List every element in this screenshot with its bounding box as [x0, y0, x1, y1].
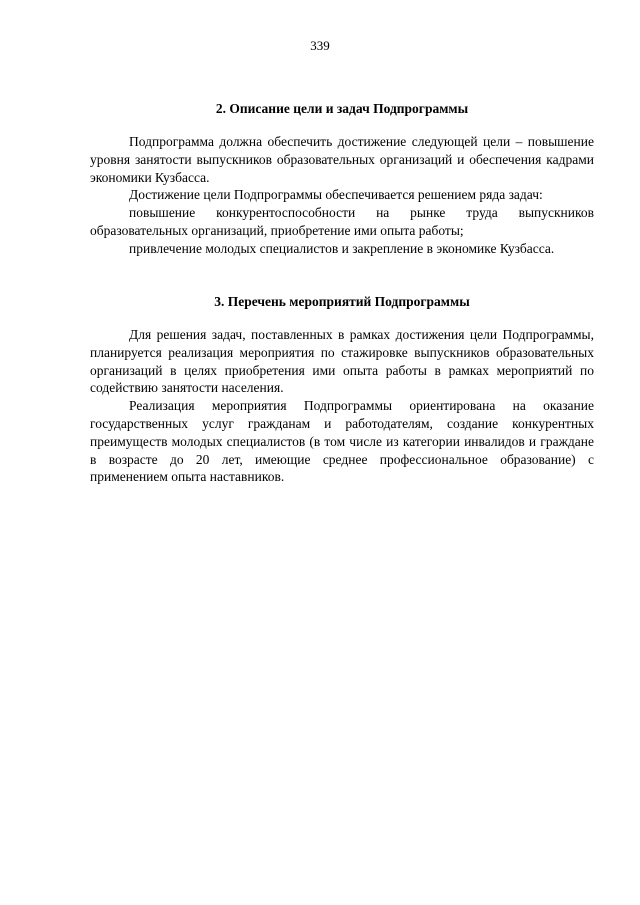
section-heading: 2. Описание цели и задач Подпрограммы: [215, 101, 469, 116]
section-activities-list: [90, 293, 594, 486]
page-number: 339: [310, 38, 330, 53]
paragraph: Реализация мероприятия Подпрограммы ориентирована на оказание государственных услуг гражданам и работодателям, создание конкурентных преимуществ молодых специалистов (в том числе из категории инвалидов и граждане в возрасте до 20 лет, имеющие среднее профессиональное образование) с применением опыта наставников.: [90, 398, 594, 485]
paragraph: Подпрограмма должна обеспечить достижение следующей цели – повышение уровня занятости выпускников образовательных организаций и обеспечения кадрами экономики Кузбасса.: [90, 134, 594, 185]
paragraph: привлечение молодых специалистов и закрепление в экономике Кузбасса.: [129, 240, 555, 256]
paragraph: повышение конкурентоспособности на рынке труда выпускников образовательных организаций, приобретение ими опыта работы;: [90, 205, 594, 238]
section-goals-tasks: [90, 100, 594, 258]
section-heading: 3. Перечень мероприятий Подпрограммы: [214, 294, 470, 309]
paragraph: Достижение цели Подпрограммы обеспечивается решением ряда задач:: [129, 187, 543, 203]
paragraph: Для решения задач, поставленных в рамках достижения цели Подпрограммы, планируется реализация мероприятия по стажировке выпускников образовательных организаций в целях приобретения ими опыта работы в рамках мероприятий по содействию занятости населения.: [90, 327, 594, 396]
